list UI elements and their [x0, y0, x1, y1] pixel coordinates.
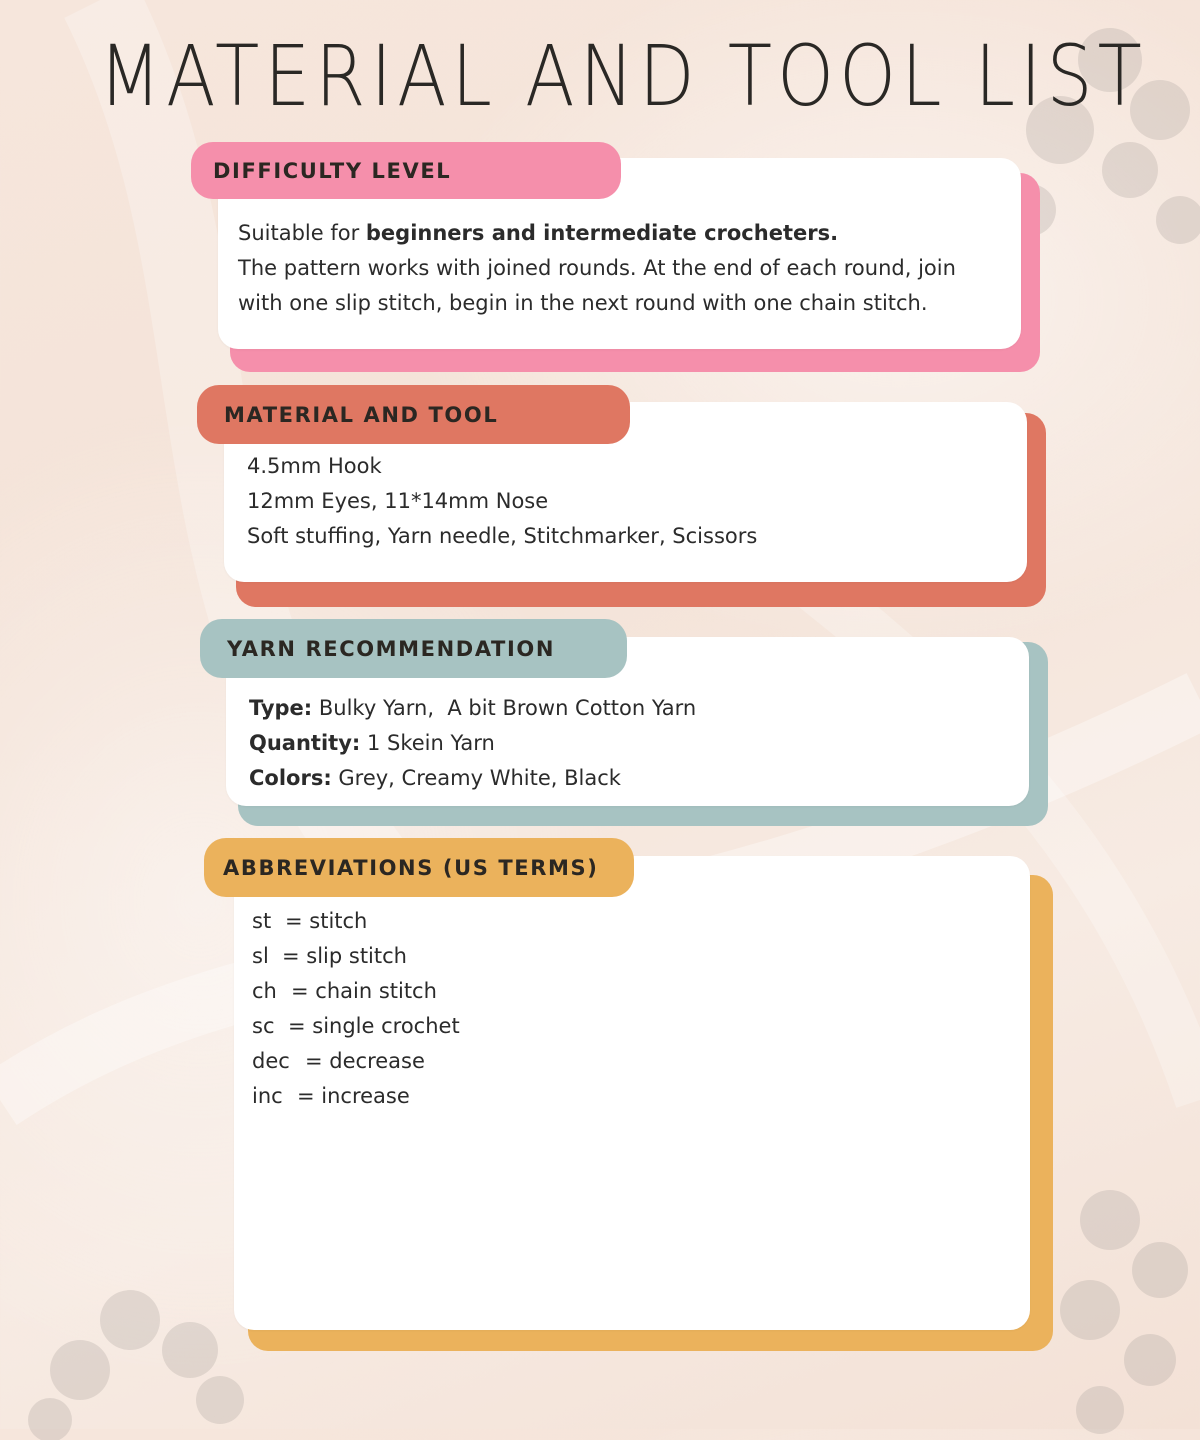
abbreviation-row: [252, 904, 460, 939]
yarn-quantity-label: Quantity:: [249, 731, 361, 755]
abbreviation-row: [252, 1009, 460, 1044]
yarn-type-label: Type:: [249, 696, 313, 720]
yarn-heading: [200, 619, 627, 678]
yarn-type: [249, 691, 696, 726]
yarn-quantity: [249, 726, 696, 761]
yarn-colors-label: Colors:: [249, 766, 332, 790]
abbreviation-term: ch: [252, 979, 277, 1003]
material-item: 12mm Eyes, 11*14mm Nose: [247, 489, 549, 513]
difficulty-text: [238, 216, 956, 321]
abbreviation-row: [252, 1044, 460, 1079]
material-heading-text: MATERIAL AND TOOL: [224, 402, 499, 427]
abbreviations-heading-text: ABBREVIATIONS (US TERMS): [223, 855, 599, 880]
abbreviation-row: [252, 1079, 460, 1114]
abbreviation-meaning: = chain stitch: [291, 979, 437, 1003]
abbreviation-term: inc: [252, 1084, 283, 1108]
abbreviation-term: dec: [252, 1049, 290, 1073]
difficulty-heading: [191, 142, 621, 199]
difficulty-line-2: The pattern works with joined rounds. At the end of each round, join: [238, 256, 956, 280]
material-heading: [197, 385, 630, 444]
yarn-type-value: Bulky Yarn, A bit Brown Cotton Yarn: [312, 696, 697, 720]
abbreviation-row: [252, 974, 460, 1009]
abbreviations-list: [252, 904, 460, 1114]
material-list: [247, 449, 757, 554]
abbreviation-term: sl: [252, 944, 269, 968]
material-item: Soft stuffing, Yarn needle, Stitchmarker, Scissors: [247, 524, 758, 548]
difficulty-line-3: with one slip stitch, begin in the next round with one chain stitch.: [238, 291, 928, 315]
yarn-colors-value: Grey, Creamy White, Black: [331, 766, 621, 790]
abbreviation-row: [252, 939, 460, 974]
yarn-quantity-value: 1 Skein Yarn: [360, 731, 495, 755]
abbreviation-term: st: [252, 909, 272, 933]
yarn-colors: [249, 761, 696, 796]
difficulty-intro: Suitable for: [238, 221, 366, 245]
abbreviation-meaning: = slip stitch: [282, 944, 407, 968]
abbreviation-meaning: = stitch: [285, 909, 368, 933]
difficulty-level-bold: beginners and intermediate crocheters.: [365, 221, 839, 245]
material-item: 4.5mm Hook: [247, 454, 382, 478]
abbreviations-heading: [204, 838, 634, 897]
abbreviation-meaning: = increase: [297, 1084, 410, 1108]
yarn-details: [249, 691, 696, 796]
abbreviation-term: sc: [252, 1014, 275, 1038]
difficulty-intro-line: [238, 216, 956, 251]
abbreviation-meaning: = single crochet: [288, 1014, 460, 1038]
leaf-decoration-bottom-right: [1050, 1180, 1200, 1440]
difficulty-heading-text: DIFFICULTY LEVEL: [213, 158, 452, 183]
page-title: MATERIAL AND TOOL LIST: [98, 27, 1147, 125]
abbreviation-meaning: = decrease: [305, 1049, 425, 1073]
yarn-heading-text: YARN RECOMMENDATION: [227, 636, 556, 661]
